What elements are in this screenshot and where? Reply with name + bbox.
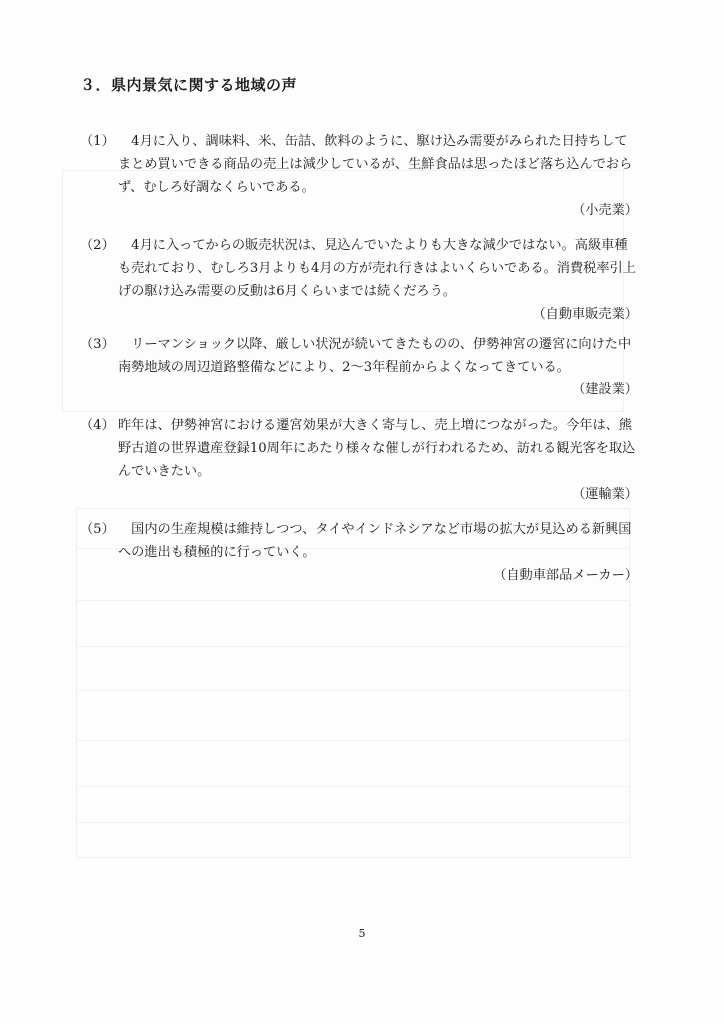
item-source: （自動車販売業） bbox=[532, 307, 638, 322]
regional-voice-item-5 bbox=[80, 518, 640, 587]
item-text: 4月に入ってからの販売状況は、見込んでいたよりも大きな減少ではない。高級車種も売れており、むしろ3月よりも4月の方が売れ行きはよいくらいである。消費税率引上げの駆け込み需要の反動は6月くらいまでは続くだろう。 bbox=[118, 238, 636, 299]
item-source: （自動車部品メーカー） bbox=[493, 568, 638, 583]
bleed-through-rule bbox=[76, 740, 628, 741]
bleed-through-rule bbox=[76, 690, 628, 691]
item-number: （5） bbox=[80, 522, 115, 537]
bleed-through-rule bbox=[76, 822, 628, 823]
item-source: （運輸業） bbox=[572, 487, 638, 502]
item-source: （建設業） bbox=[572, 382, 638, 397]
page-number: 5 bbox=[358, 927, 366, 940]
item-number: （2） bbox=[80, 238, 115, 253]
item-number: （3） bbox=[80, 337, 115, 352]
bleed-through-rule bbox=[76, 786, 628, 787]
item-text: 国内の生産規模は維持しつつ、タイやインドネシアなど市場の拡大が見込める新興国への進出も積極的に行っていく。 bbox=[118, 522, 632, 560]
regional-voice-item-1 bbox=[80, 130, 640, 222]
item-source: （小売業） bbox=[572, 203, 638, 218]
bleed-through-rule bbox=[76, 600, 628, 601]
item-number: （4） bbox=[80, 418, 115, 433]
item-text: リーマンショック以降、厳しい状況が続いてきたものの、伊勢神宮の遷宮に向けた中南勢地域の周辺道路整備などにより、2～3年程前からよくなってきている。 bbox=[118, 337, 632, 375]
regional-voice-item-4 bbox=[80, 414, 640, 506]
regional-voice-item-3 bbox=[80, 334, 640, 402]
regional-voice-item-2 bbox=[80, 234, 640, 326]
section-title: ３．県内景気に関する地域の声 bbox=[80, 76, 298, 94]
item-text: 4月に入り、調味料、米、缶詰、飲料のように、駆け込み需要がみられた日持ちしてまとめ買いできる商品の売上は減少しているが、生鮮食品は思ったほど落ち込んでおらず、むしろ好調なくらいである。 bbox=[118, 134, 633, 195]
item-number: （1） bbox=[80, 134, 115, 149]
bleed-through-rule bbox=[76, 646, 628, 647]
item-text: 昨年は、伊勢神宮における遷宮効果が大きく寄与し、売上増につながった。今年は、熊野古道の世界遺産登録10周年にあたり様々な催しが行われるため、訪れる観光客を取込んでいきたい。 bbox=[118, 418, 636, 479]
